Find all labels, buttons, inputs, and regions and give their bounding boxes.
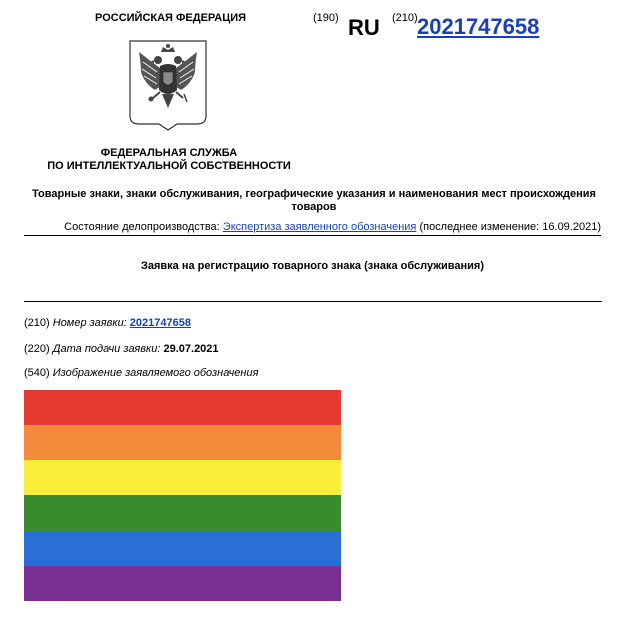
status-label: Состояние делопроизводства: [64,221,223,233]
code-190: (190) [313,12,339,24]
flag-stripe-1 [24,390,341,425]
application-number-value-link[interactable]: 2021747658 [129,317,191,329]
flag-stripe-5 [24,531,341,566]
agency-line-1: ФЕДЕРАЛЬНАЯ СЛУЖБА [100,147,238,159]
application-number-link[interactable]: 2021747658 [417,14,540,39]
field-540-mark-image [24,367,258,379]
filing-date-value: 29.07.2021 [163,343,219,355]
field-220-filing-date [24,343,219,355]
trademark-image-rainbow-flag [24,390,341,601]
divider [24,301,602,302]
field-code: (210) [24,317,53,329]
field-code: (540) [24,367,53,379]
flag-stripe-4 [24,495,341,530]
field-label: Номер заявки: [52,317,130,329]
flag-stripe-6 [24,566,341,601]
agency-line-2: ПО ИНТЕЛЛЕКТУАЛЬНОЙ СОБСТВЕННОСТИ [47,160,291,172]
flag-stripe-3 [24,460,341,495]
field-label: Изображение заявляемого обозначения [52,367,259,379]
country-name: РОССИЙСКАЯ ФЕДЕРАЦИЯ [95,12,247,24]
code-210-header: (210) [392,12,418,24]
field-210-application-number [24,317,191,329]
field-code: (220) [24,343,53,355]
country-code: RU [348,15,380,40]
russian-coat-of-arms-icon [127,38,209,132]
status-last-change: (последнее изменение: 16.09.2021) [416,221,601,233]
status-link[interactable]: Экспертиза заявленного обозначения [222,221,417,233]
field-label: Дата подачи заявки: [52,343,164,355]
application-title: Заявка на регистрацию товарного знака (знака обслуживания) [140,260,485,272]
agency-name [40,147,298,173]
status-row [24,221,601,236]
flag-stripe-2 [24,425,341,460]
register-category: Товарные знаки, знаки обслуживания, географические указания и наименования мест происхождения товаров [32,188,596,213]
